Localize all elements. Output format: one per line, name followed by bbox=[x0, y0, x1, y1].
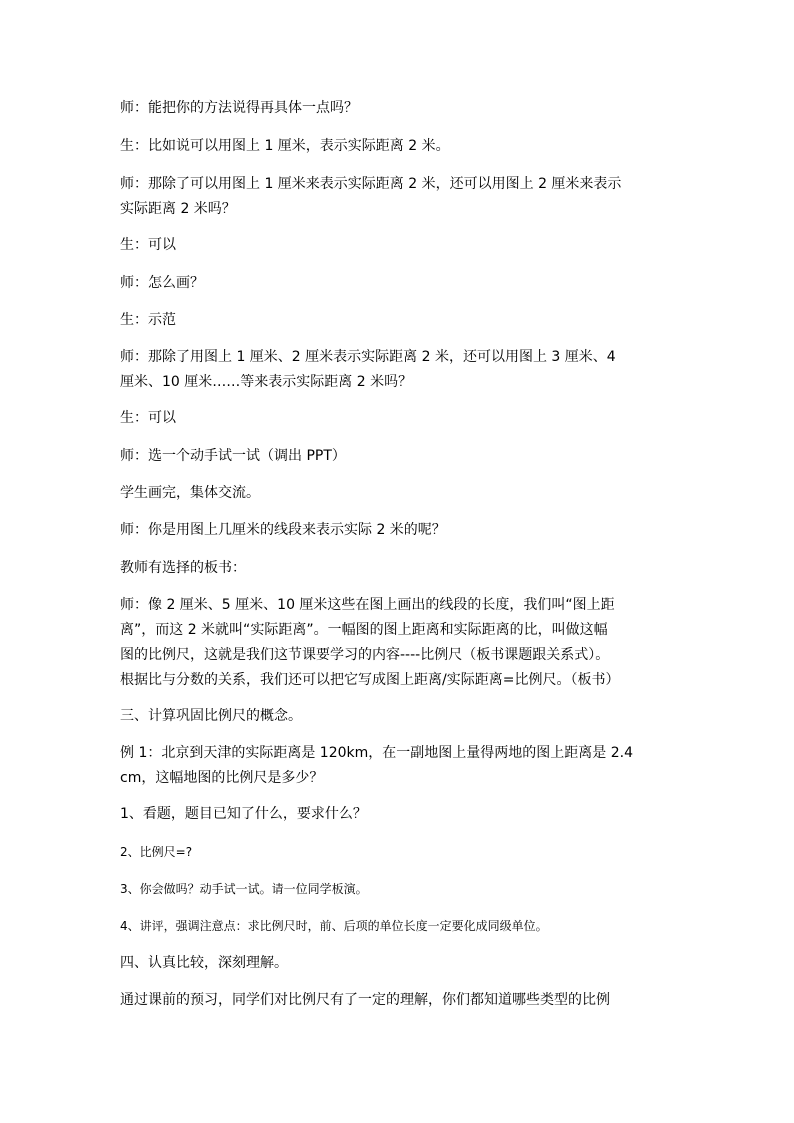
section-heading-4: 四、认真比较，深刻理解。 bbox=[120, 955, 288, 971]
paragraph-7: 师：那除了用图上 1 厘米、2 厘米表示实际距离 2 米，还可以用图上 3 厘米、4 厘米、10 厘米……等来表示实际距离 2 米吗？ bbox=[120, 349, 616, 390]
example-1: 例 1：北京到天津的实际距离是 120km，在一副地图上量得两地的图上距离是 2.4 cm，这幅地图的比例尺是多少？ bbox=[120, 745, 633, 786]
paragraph-10: 学生画完，集体交流。 bbox=[120, 485, 260, 501]
paragraph-last: 通过课前的预习，同学们对比例尺有了一定的理解，你们都知道哪些类型的比例 bbox=[120, 992, 610, 1008]
section-heading-3: 三、计算巩固比例尺的概念。 bbox=[120, 708, 302, 724]
paragraph-6: 生：示范 bbox=[120, 312, 176, 328]
step-2: 2、比例尺=? bbox=[120, 845, 193, 859]
step-1: 1、看题，题目已知了什么，要求什么？ bbox=[120, 806, 367, 822]
paragraph-2: 生：比如说可以用图上 1 厘米，表示实际距离 2 米。 bbox=[120, 138, 450, 154]
paragraph-1: 师：能把你的方法说得再具体一点吗？ bbox=[120, 100, 358, 116]
step-4: 4、讲评，强调注意点：求比例尺时，前、后项的单位长度一定要化成同级单位。 bbox=[120, 919, 548, 933]
step-3: 3、你会做吗？动手试一试。请一位同学板演。 bbox=[120, 882, 368, 896]
paragraph-3: 师：那除了可以用图上 1 厘米来表示实际距离 2 米，还可以用图上 2 厘米来表示 实际距离 2 米吗？ bbox=[120, 176, 622, 217]
paragraph-9: 师：选一个动手试一试（调出 PPT） bbox=[120, 448, 346, 464]
paragraph-5: 师：怎么画？ bbox=[120, 275, 204, 291]
paragraph-11: 师：你是用图上几厘米的线段来表示实际 2 米的呢？ bbox=[120, 522, 446, 538]
paragraph-8: 生：可以 bbox=[120, 410, 176, 426]
paragraph-12: 教师有选择的板书： bbox=[120, 560, 246, 576]
paragraph-4: 生：可以 bbox=[120, 237, 176, 253]
paragraph-13: 师：像 2 厘米、5 厘米、10 厘米这些在图上画出的线段的长度，我们叫“图上距 离”，而这 2 米就叫“实际距离”。一幅图的图上距离和实际距离的比，叫做这幅 图的比例尺，这就是我们这节课要学习的内容----比例尺（板书课题跟关系式）。 根据比与分数的关系，我们还可以把它写成图上距离/实际距离=比例尺。（板书） bbox=[120, 597, 620, 688]
